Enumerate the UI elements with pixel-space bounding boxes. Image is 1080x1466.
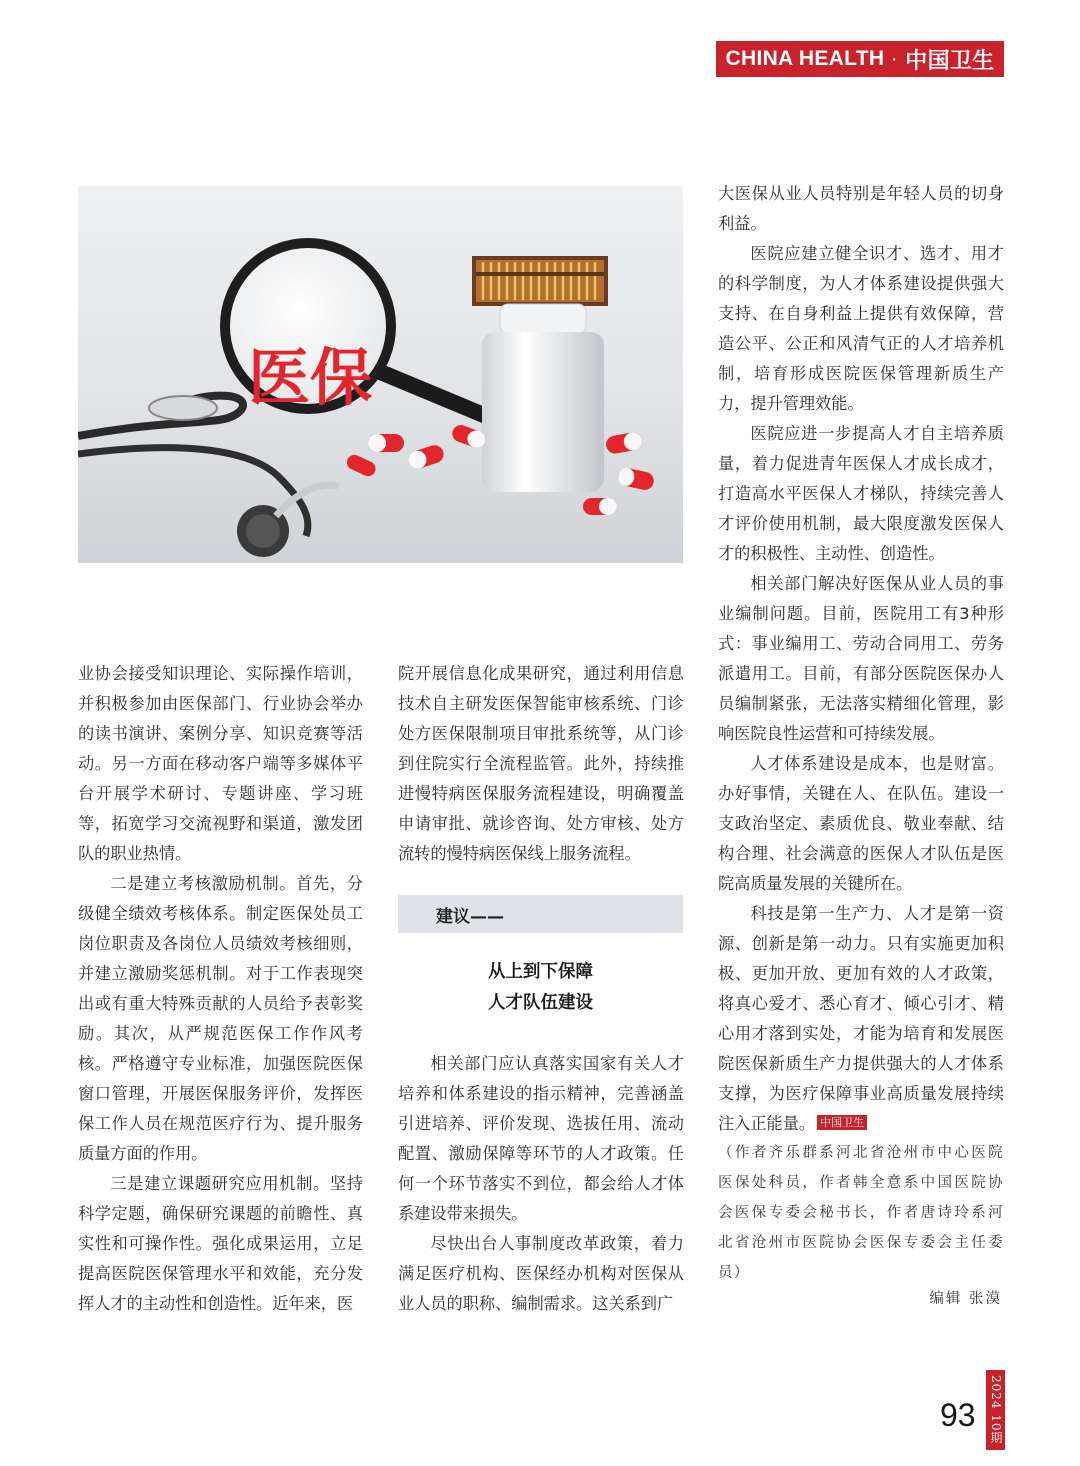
section-title-line-2: 人才队伍建设 (488, 993, 593, 1013)
paragraph: 相关部门解决好医保从业人员的事业编制问题。目前，医院用工有3种形式：事业编用工、劳动合同用工、劳务派遣用工。目前，有部分医院医保办人员编制紧张，无法落实精细化管理，影响医院良性运营和可持续发展。 (718, 574, 1004, 743)
paragraph: 尽快出台人事制度改革政策，着力满足医疗机构、医保经办机构对医保从业人员的职称、编制需求。这关系到广 (398, 1234, 684, 1313)
issue-tab: 2024 10期 (986, 1370, 1005, 1450)
masthead-cn: 中国卫生 (905, 47, 995, 73)
section-title-line-1: 从上到下保障 (488, 962, 593, 982)
paragraph: 医院应建立健全识才、选才、用才的科学制度，为人才体系建设提供强大支持、在自身利益上提供有效保障，营造公平、公正和风清气正的人才培养机制，培育形成医院医保管理新质生产力，提升管理效能。 (718, 244, 1004, 413)
column-2-top (398, 659, 684, 869)
column-1 (78, 659, 363, 1319)
author-note: （作者齐乐群系河北省沧州市中心医院医保处科员，作者韩全意系中国医院协会医保专委会秘书长，作者唐诗玲系河北省沧州市医院协会医保专委会主任委员） (718, 1145, 1004, 1281)
magnifier-sign-text: 医保 (247, 341, 373, 414)
masthead-separator: · (892, 51, 898, 67)
page-number: 93 (940, 1397, 976, 1433)
photo-illustration (78, 186, 683, 563)
paragraph: 医院应进一步提高人才自主培养质量，着力促进青年医保人才成长成才，打造高水平医保人才梯队，持续完善人才评价使用机制，最大限度激发医保人才的积极性、主动性、创造性。 (718, 424, 1004, 563)
column-3 (718, 179, 1004, 1139)
paragraph-final (718, 899, 1004, 1139)
section-title (398, 957, 683, 1019)
section-bar-label: 建议—— (436, 906, 504, 927)
section-bar (398, 895, 683, 933)
paragraph: 相关部门应认真落实国家有关人才培养和体系建设的指示精神，完善涵盖引进培养、评价发现、选拔任用、流动配置、激励保障等环节的人才政策。任何一个环节落实不到位，都会给人才体系建设带来损失。 (398, 1054, 684, 1223)
paragraph: 人才体系建设是成本，也是财富。办好事情，关键在人、在队伍。建设一支政治坚定、素质优良、敬业奉献、结构合理、社会满意的医保人才队伍是医院高质量发展的关键所在。 (718, 754, 1004, 893)
end-mark: 中国卫生 (817, 1115, 867, 1130)
paragraph: 业协会接受知识理论、实际操作培训，并积极参加由医保部门、行业协会举办的读书演讲、案例分享、知识竞赛等活动。另一方面在移动客户端等多媒体平台开展学术研讨、专题讲座、学习班等，拓宽学习交流视野和渠道，激发团队的职业热情。 (78, 664, 363, 863)
editor-credit: 编辑 张漠 (929, 1291, 1002, 1307)
paragraph: 院开展信息化成果研究，通过利用信息技术自主研发医保智能审核系统、门诊处方医保限制项目审批系统等，从门诊到住院实行全流程监管。此外，持续推进慢特病医保服务流程建设，明确覆盖申请审批、就诊咨询、处方审核、处方流转的慢特病医保线上服务流程。 (398, 664, 684, 863)
paragraph-final-text: 科技是第一生产力、人才是第一资源、创新是第一动力。只有实施更加积极、更加开放、更加有效的人才政策，将真心爱才、悉心育才、倾心引才、精心用才落到实处，才能为培育和发展医院医保新质生产力提供强大的人才体系支撑，为医疗保障事业高质量发展持续注入正能量。 (718, 904, 1004, 1133)
column-2-bottom (398, 1049, 684, 1319)
paragraph: 二是建立考核激励机制。首先，分级健全绩效考核体系。制定医保处员工岗位职责及各岗位人员绩效考核细则，并建立激励奖惩机制。对于工作表现突出或有重大特殊贡献的人员给予表彰奖励。其次，从严规范医保工作作风考核。严格遵守专业标准，加强医院医保窗口管理，开展医保服务评价，发挥医保工作人员在规范医疗行为、提升服务质量方面的作用。 (78, 874, 363, 1163)
masthead-en: CHINA HEALTH (725, 47, 885, 70)
paragraph: 三是建立课题研究应用机制。坚持科学定题，确保研究课题的前瞻性、真实性和可操作性。强化成果运用，立足提高医院医保管理水平和效能，充分发挥人才的主动性和创造性。近年来，医 (78, 1174, 363, 1313)
paragraph: 大医保从业人员特别是年轻人员的切身利益。 (718, 184, 1004, 233)
masthead (716, 41, 1004, 77)
article-photo (78, 186, 683, 563)
